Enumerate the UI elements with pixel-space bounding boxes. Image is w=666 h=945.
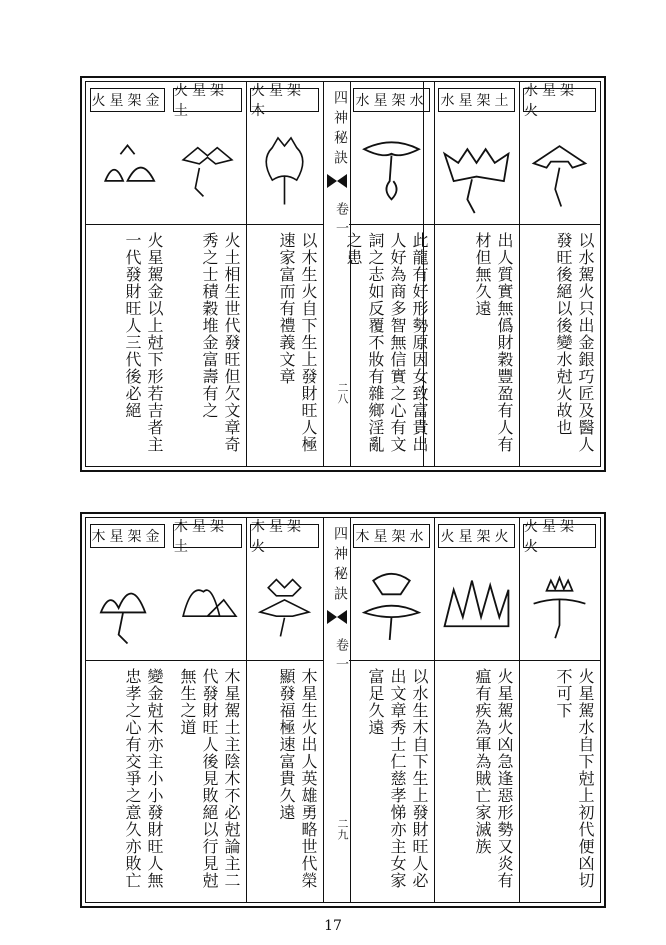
column-top-right-3 xyxy=(344,82,435,466)
book-page-bottom xyxy=(80,512,606,908)
column-label: 木星架金 xyxy=(90,524,165,548)
column-bottom-left-3 xyxy=(86,518,169,902)
fire-over-wood-figure xyxy=(252,558,317,658)
column-top-right-1 xyxy=(519,82,601,466)
spine-page: 二八 xyxy=(336,382,349,404)
column-label: 火星架火 xyxy=(523,524,596,548)
spine-title: 四神秘訣 xyxy=(332,90,348,170)
column-bottom-left-1 xyxy=(246,518,324,902)
column-bottom-right-3 xyxy=(349,518,435,902)
spine-page: 二九 xyxy=(336,818,349,840)
column-bottom-right-1 xyxy=(519,518,601,902)
column-label: 水星架火 xyxy=(523,88,596,112)
column-label: 火星架木 xyxy=(250,88,319,112)
column-label: 木星架火 xyxy=(250,524,319,548)
column-label: 木星架水 xyxy=(353,524,430,548)
column-text: 以木生火自下生上發財旺人極速家富而有禮義文章 xyxy=(277,232,318,453)
book-page-top xyxy=(80,76,606,472)
water-under-wood-figure xyxy=(355,558,428,658)
earth-over-wood-figure xyxy=(175,558,240,658)
spine-title: 四神秘訣 xyxy=(332,526,348,606)
fire-over-fire-figure xyxy=(440,558,513,658)
column-text: 火星駕金以上尅下形若吉者主一代發財旺人三代後必絕 xyxy=(123,232,164,453)
column-text: 出人質實無僞財穀豐盈有人有材但無久遠 xyxy=(473,232,514,453)
fish-tail-mark-icon xyxy=(327,610,347,624)
column-text: 火星駕火凶急逢惡形勢又炎有瘟有疾為軍為賊亡家滅族 xyxy=(473,668,514,889)
earth-over-water-figure xyxy=(440,122,513,222)
column-top-left-2 xyxy=(169,82,247,466)
page-number: 17 xyxy=(324,918,342,934)
fish-tail-mark-icon xyxy=(327,174,347,188)
book-spine xyxy=(323,82,351,466)
book-spine xyxy=(323,518,351,902)
column-top-right-2 xyxy=(434,82,520,466)
column-text: 木星生火出人英雄勇略世代榮顯發福極速富貴久遠 xyxy=(277,668,318,889)
metal-under-fire-figure xyxy=(92,122,163,222)
column-top-left-3 xyxy=(86,82,169,466)
column-bottom-left-2 xyxy=(169,518,247,902)
column-label: 火星架土 xyxy=(173,88,242,112)
wood-under-fire-figure xyxy=(252,122,317,222)
water-under-fire-figure xyxy=(525,558,594,658)
column-top-left-1 xyxy=(246,82,324,466)
water-over-water-figure xyxy=(355,122,428,222)
column-label: 木星架土 xyxy=(173,524,242,548)
column-label: 水星架土 xyxy=(438,88,515,112)
spine-volume: 卷一 xyxy=(333,202,348,240)
column-label: 火星架火 xyxy=(438,524,515,548)
column-text: 變金尅木亦主小小發財旺人無忠孝之心有交爭之意久亦敗亡 xyxy=(123,668,164,889)
fire-over-water-figure xyxy=(525,122,594,222)
spine-volume: 卷一 xyxy=(333,638,348,676)
column-text: 木星駕土主陰木不必尅論主二代發財旺人後見敗絕以行見尅無生之道 xyxy=(178,668,241,889)
column-label: 火星架金 xyxy=(90,88,165,112)
column-bottom-right-2 xyxy=(434,518,520,902)
metal-over-wood-figure xyxy=(92,558,163,658)
column-text: 以水生木自下生上發財旺人必出文章秀士仁慈孝悌亦主女家富足久遠 xyxy=(366,668,429,889)
column-text: 火土相生世代發旺但欠文章奇秀之士積穀堆金富壽有之 xyxy=(200,232,241,453)
column-text: 此龍有好形勢原因女致富貴出人好為商多智無信實之心有文詞之志如反覆不妝有雜鄉淫亂之患 xyxy=(344,232,429,453)
column-text: 火星駕水自下尅上初代便凶切不可下 xyxy=(554,668,595,889)
earth-under-fire-figure xyxy=(175,122,240,222)
column-label: 水星架水 xyxy=(353,88,430,112)
column-text: 以水駕火只出金銀巧匠及醫人發旺後絕以後變水尅火故也 xyxy=(554,232,595,453)
